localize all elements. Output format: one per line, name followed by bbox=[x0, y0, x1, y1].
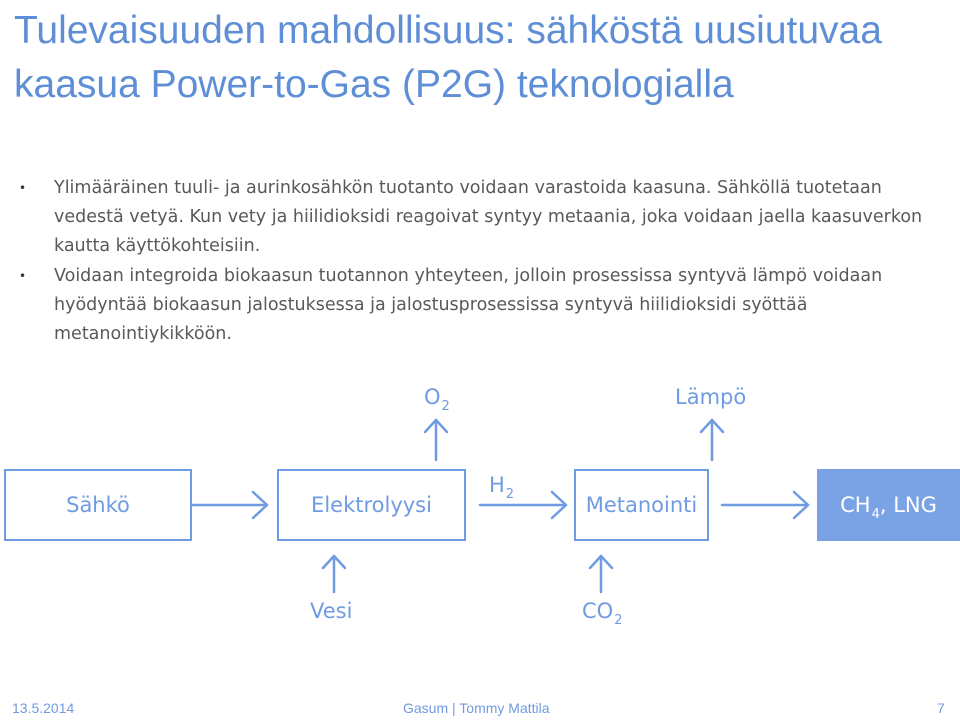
product-label: $CH_4$, LNG bbox=[840, 493, 937, 522]
label-co2: $CO_2$ bbox=[582, 599, 623, 628]
bullet-text: Voidaan integroida biokaasun tuotannon yhteyteen, jolloin prosessissa syntyvä lämpö voidaan hyödyntää biokaasun jalostuksessa ja jalostusprosessissa syntyvä hiilidioksidi syöttää metanointiykikköön. bbox=[54, 266, 883, 344]
label-vesi: Vesi bbox=[310, 599, 353, 623]
arrow-up-icon bbox=[323, 556, 345, 592]
bullet-dot-icon: • bbox=[19, 269, 27, 283]
box-elektrolyysi bbox=[277, 469, 466, 541]
box-sahko bbox=[4, 469, 192, 541]
label-o2: $O_2$ bbox=[424, 385, 450, 414]
box-sahko-label: Sähkö bbox=[66, 493, 130, 517]
box-elektrolyysi-label: Elektrolyysi bbox=[311, 493, 432, 517]
label-lampo: Lämpö bbox=[675, 385, 747, 409]
arrow-right-icon bbox=[722, 492, 808, 518]
product-subscript: 4 bbox=[871, 507, 880, 522]
footer-date: 13.5.2014 bbox=[12, 700, 75, 716]
bullet-text: Ylimääräinen tuuli- ja aurinkosähkön tuotanto voidaan varastoida kaasuna. Sähköllä tuotetaan vedestä vetyä. Kun vety ja hiilidioksidi reagoivat syntyy metaania, joka voidaan jaella kaasuverkon kautta käyttökohteisiin. bbox=[54, 178, 923, 256]
footer-page-number: 7 bbox=[937, 700, 945, 716]
label-h2: $H_2$ bbox=[489, 473, 515, 502]
box-metanointi-label: Metanointi bbox=[585, 493, 698, 517]
arrow-up-icon bbox=[701, 420, 723, 460]
arrow-up-icon bbox=[590, 556, 612, 592]
arrow-up-icon bbox=[425, 420, 447, 460]
box-product bbox=[817, 469, 960, 541]
slide-title: Tulevaisuuden mahdollisuus: sähköstä uusiutuvaa kaasua Power-to-Gas (P2G) teknologialla bbox=[14, 9, 882, 106]
box-metanointi bbox=[574, 469, 709, 541]
footer-author: Gasum | Tommy Mattila bbox=[403, 700, 550, 716]
bullet-dot-icon: • bbox=[19, 181, 27, 195]
